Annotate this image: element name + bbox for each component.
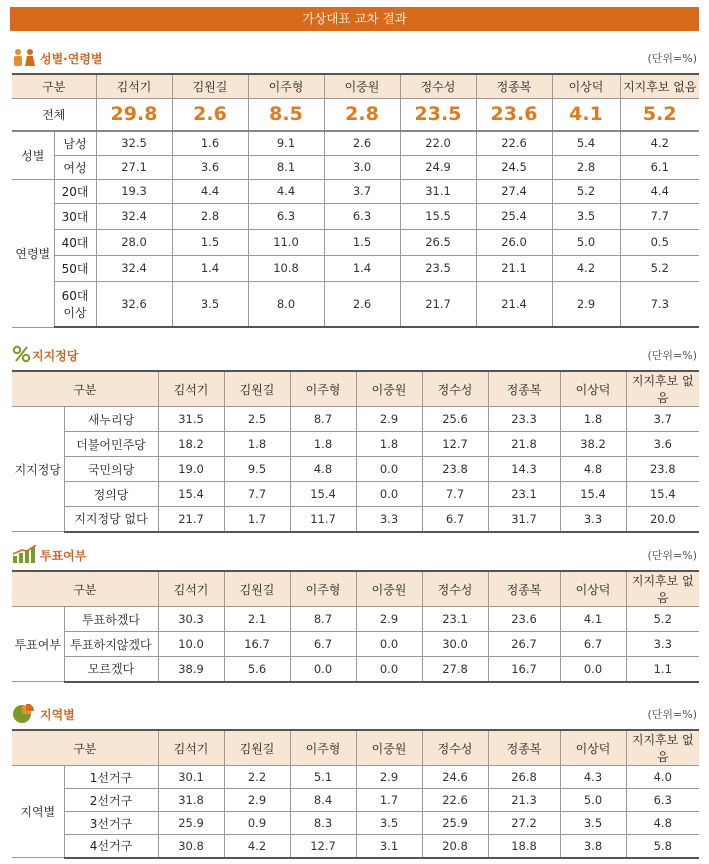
table-row (12, 766, 699, 789)
header-candidate: 이주형 (290, 571, 356, 607)
table-row (12, 607, 699, 632)
header-candidate: 지지후보 없음 (626, 371, 699, 407)
cell: 8.7 (290, 407, 356, 432)
header-candidate: 이중원 (356, 371, 422, 407)
cell: 6.3 (248, 203, 324, 229)
cell: 12.7 (422, 432, 488, 457)
cell: 8.4 (290, 789, 356, 812)
cell: 18.2 (158, 432, 224, 457)
header-group: 구분 (12, 371, 158, 407)
cell: 5.8 (626, 835, 699, 858)
total-cell: 23.5 (400, 98, 476, 131)
section-label: 투표여부 (40, 549, 87, 563)
cell: 8.7 (290, 607, 356, 632)
cell: 3.5 (560, 812, 626, 835)
cell: 2.9 (552, 281, 620, 327)
cell: 1.8 (224, 432, 290, 457)
cell: 1.7 (224, 507, 290, 532)
cell: 4.4 (172, 179, 248, 203)
table-row (12, 657, 699, 682)
cell: 3.6 (626, 432, 699, 457)
total-cell: 2.8 (324, 98, 400, 131)
cell: 8.3 (290, 812, 356, 835)
cell: 2.8 (552, 155, 620, 179)
cell: 38.2 (560, 432, 626, 457)
cell: 2.9 (356, 766, 422, 789)
cell: 3.3 (626, 632, 699, 657)
cell: 3.3 (356, 507, 422, 532)
cell: 27.4 (476, 179, 552, 203)
cell: 10.8 (248, 255, 324, 281)
unit-label: (단위=%) (647, 708, 697, 721)
table-row (12, 407, 699, 432)
header-candidate: 지지후보 없음 (626, 730, 699, 766)
cell: 0.0 (356, 657, 422, 682)
cell: 26.8 (488, 766, 560, 789)
cell: 32.4 (96, 203, 172, 229)
cell: 21.4 (476, 281, 552, 327)
cell: 5.0 (560, 789, 626, 812)
header-candidate: 김석기 (96, 74, 172, 98)
cell: 27.2 (488, 812, 560, 835)
header-candidate: 지지후보 없음 (620, 74, 699, 98)
cell: 22.6 (476, 131, 552, 155)
row-label: 남성 (54, 131, 96, 155)
cell: 31.8 (158, 789, 224, 812)
cell: 2.8 (172, 203, 248, 229)
cell: 23.6 (488, 607, 560, 632)
cell: 6.1 (620, 155, 699, 179)
cell: 0.0 (356, 457, 422, 482)
section-header-region (10, 703, 699, 725)
people-icon (12, 48, 36, 66)
cell: 0.0 (560, 657, 626, 682)
section-label: 지역별 (40, 708, 75, 722)
table-row (12, 255, 699, 281)
cell: 1.7 (356, 789, 422, 812)
header-group: 구분 (12, 730, 158, 766)
cell: 4.8 (290, 457, 356, 482)
cell: 15.5 (400, 203, 476, 229)
cell: 15.4 (158, 482, 224, 507)
cell: 18.8 (488, 835, 560, 858)
header-row (12, 571, 699, 607)
cell: 11.7 (290, 507, 356, 532)
table-row (12, 281, 699, 327)
cell: 15.4 (560, 482, 626, 507)
cell: 4.8 (626, 812, 699, 835)
cell: 0.0 (356, 632, 422, 657)
cell: 0.0 (290, 657, 356, 682)
cell: 1.5 (172, 229, 248, 255)
row-label: 20대 (54, 179, 96, 203)
table-row (12, 789, 699, 812)
cell: 5.1 (290, 766, 356, 789)
cell: 20.0 (626, 507, 699, 532)
header-candidate: 김석기 (158, 371, 224, 407)
header-row (12, 371, 699, 407)
header-candidate: 정수성 (422, 571, 488, 607)
cell: 1.8 (356, 432, 422, 457)
header-candidate: 김원길 (172, 74, 248, 98)
cell: 3.1 (356, 835, 422, 858)
vote-table (12, 570, 699, 683)
header-candidate: 김석기 (158, 730, 224, 766)
cell: 11.0 (248, 229, 324, 255)
cell: 7.3 (620, 281, 699, 327)
cell: 21.1 (476, 255, 552, 281)
cell: 7.7 (224, 482, 290, 507)
cell: 1.5 (324, 229, 400, 255)
cell: 4.1 (560, 607, 626, 632)
row-label: 40대 (54, 229, 96, 255)
cell: 12.7 (290, 835, 356, 858)
group-label-gender: 성별 (12, 131, 54, 179)
header-row (12, 74, 699, 98)
total-cell: 8.5 (248, 98, 324, 131)
row-label: 모르겠다 (64, 657, 158, 682)
table-row (12, 812, 699, 835)
header-candidate: 정종복 (488, 371, 560, 407)
cell: 4.0 (626, 766, 699, 789)
cell: 25.6 (422, 407, 488, 432)
cell: 25.4 (476, 203, 552, 229)
section-header-gender-age (10, 47, 699, 69)
cell: 23.3 (488, 407, 560, 432)
total-cell: 29.8 (96, 98, 172, 131)
cell: 4.4 (620, 179, 699, 203)
row-label: 지지정당 없다 (64, 507, 158, 532)
unit-label: (단위=%) (647, 349, 697, 362)
header-candidate: 이상덕 (552, 74, 620, 98)
cell: 2.9 (356, 407, 422, 432)
cell: 25.9 (158, 812, 224, 835)
cell: 2.2 (224, 766, 290, 789)
row-label: 여성 (54, 155, 96, 179)
cell: 3.7 (626, 407, 699, 432)
gender-age-table (12, 73, 699, 328)
cell: 20.8 (422, 835, 488, 858)
cell: 6.3 (626, 789, 699, 812)
cell: 21.3 (488, 789, 560, 812)
cell: 26.5 (400, 229, 476, 255)
cell: 4.2 (620, 131, 699, 155)
cell: 1.8 (290, 432, 356, 457)
group-label-party: 지지정당 (12, 407, 64, 532)
section-header-vote (10, 544, 699, 566)
cell: 25.9 (422, 812, 488, 835)
row-label: 50대 (54, 255, 96, 281)
cell: 1.6 (172, 131, 248, 155)
table-row (12, 229, 699, 255)
header-candidate: 이주형 (248, 74, 324, 98)
region-table (12, 729, 699, 859)
row-label: 투표하지않겠다 (64, 632, 158, 657)
cell: 8.1 (248, 155, 324, 179)
table-row (12, 482, 699, 507)
cell: 2.5 (224, 407, 290, 432)
total-cell: 2.6 (172, 98, 248, 131)
total-label: 전체 (12, 98, 96, 131)
section-header-party (10, 344, 699, 366)
cell: 4.8 (560, 457, 626, 482)
section-label: 성별·연령별 (40, 52, 103, 66)
cell: 27.8 (422, 657, 488, 682)
unit-label: (단위=%) (647, 549, 697, 562)
row-label: 4선거구 (64, 835, 158, 858)
cell: 2.6 (324, 131, 400, 155)
header-candidate: 이상덕 (560, 730, 626, 766)
cell: 31.7 (488, 507, 560, 532)
cell: 8.0 (248, 281, 324, 327)
row-label: 30대 (54, 203, 96, 229)
cell: 26.0 (476, 229, 552, 255)
header-candidate: 지지후보 없음 (626, 571, 699, 607)
row-label: 투표하겠다 (64, 607, 158, 632)
table-row (12, 507, 699, 532)
cell: 30.1 (158, 766, 224, 789)
cell: 0.5 (620, 229, 699, 255)
header-candidate: 정종복 (488, 571, 560, 607)
cell: 31.1 (400, 179, 476, 203)
cell: 2.1 (224, 607, 290, 632)
total-cell: 23.6 (476, 98, 552, 131)
row-label: 정의당 (64, 482, 158, 507)
cell: 9.5 (224, 457, 290, 482)
cell: 21.7 (158, 507, 224, 532)
header-candidate: 이상덕 (560, 371, 626, 407)
cell: 15.4 (626, 482, 699, 507)
row-label (54, 281, 96, 327)
cell: 31.5 (158, 407, 224, 432)
pie-chart-icon (12, 704, 36, 722)
cell: 16.7 (224, 632, 290, 657)
header-group: 구분 (12, 74, 96, 98)
cell: 3.5 (356, 812, 422, 835)
header-candidate: 이주형 (290, 371, 356, 407)
cell: 5.2 (626, 607, 699, 632)
cell: 22.0 (400, 131, 476, 155)
cell: 0.0 (356, 482, 422, 507)
header-candidate: 이중원 (324, 74, 400, 98)
cell: 2.9 (356, 607, 422, 632)
cell: 28.0 (96, 229, 172, 255)
cell: 19.3 (96, 179, 172, 203)
row-label-line: 60대 (61, 288, 89, 303)
header-candidate: 김원길 (224, 730, 290, 766)
row-label: 더불어민주당 (64, 432, 158, 457)
header-candidate: 정종복 (488, 730, 560, 766)
unit-label: (단위=%) (647, 52, 697, 65)
table-row (12, 457, 699, 482)
cell: 23.1 (422, 607, 488, 632)
header-candidate: 이중원 (356, 730, 422, 766)
header-row (12, 730, 699, 766)
row-label: 3선거구 (64, 812, 158, 835)
cell: 23.8 (626, 457, 699, 482)
header-candidate: 이상덕 (560, 571, 626, 607)
row-label-line: 이상 (63, 305, 87, 320)
cell: 23.8 (422, 457, 488, 482)
table-row (12, 432, 699, 457)
cell: 5.2 (552, 179, 620, 203)
party-table (12, 370, 699, 533)
cell: 1.4 (324, 255, 400, 281)
cell: 22.6 (422, 789, 488, 812)
header-candidate: 정수성 (422, 371, 488, 407)
cell: 32.4 (96, 255, 172, 281)
cell: 14.3 (488, 457, 560, 482)
group-label-region: 지역별 (12, 766, 64, 858)
cell: 24.9 (400, 155, 476, 179)
cell: 24.5 (476, 155, 552, 179)
header-candidate: 김석기 (158, 571, 224, 607)
section-label: 지지정당 (32, 349, 79, 363)
row-label: 새누리당 (64, 407, 158, 432)
total-cell: 5.2 (620, 98, 699, 131)
table-row (12, 179, 699, 203)
header-candidate: 김원길 (224, 371, 290, 407)
cell: 6.7 (290, 632, 356, 657)
cell: 1.4 (172, 255, 248, 281)
cell: 16.7 (488, 657, 560, 682)
cell: 5.6 (224, 657, 290, 682)
cell: 21.7 (400, 281, 476, 327)
cell: 6.7 (422, 507, 488, 532)
cell: 3.3 (560, 507, 626, 532)
bar-chart-icon (12, 545, 36, 563)
cell: 4.2 (552, 255, 620, 281)
row-label: 1선거구 (64, 766, 158, 789)
header-candidate: 정수성 (400, 74, 476, 98)
cell: 3.0 (324, 155, 400, 179)
cell: 5.4 (552, 131, 620, 155)
table-row (12, 835, 699, 858)
cell: 23.5 (400, 255, 476, 281)
cell: 4.2 (224, 835, 290, 858)
cell: 23.1 (488, 482, 560, 507)
cell: 3.6 (172, 155, 248, 179)
cell: 24.6 (422, 766, 488, 789)
cell: 3.5 (552, 203, 620, 229)
cell: 9.1 (248, 131, 324, 155)
cell: 3.7 (324, 179, 400, 203)
table-row (12, 131, 699, 155)
header-candidate: 김원길 (224, 571, 290, 607)
cell: 15.4 (290, 482, 356, 507)
cell: 7.7 (620, 203, 699, 229)
cell: 3.5 (172, 281, 248, 327)
cell: 30.8 (158, 835, 224, 858)
cell: 0.9 (224, 812, 290, 835)
cell: 6.7 (560, 632, 626, 657)
cell: 32.6 (96, 281, 172, 327)
cell: 10.0 (158, 632, 224, 657)
cell: 30.0 (422, 632, 488, 657)
cell: 5.0 (552, 229, 620, 255)
cell: 26.7 (488, 632, 560, 657)
header-group: 구분 (12, 571, 158, 607)
page-title: 가상대표 교차 결과 (10, 7, 699, 31)
row-label: 국민의당 (64, 457, 158, 482)
cell: 27.1 (96, 155, 172, 179)
cell: 5.2 (620, 255, 699, 281)
cell: 2.6 (324, 281, 400, 327)
header-candidate: 정종복 (476, 74, 552, 98)
cell: 2.9 (224, 789, 290, 812)
table-row (12, 203, 699, 229)
cell: 38.9 (158, 657, 224, 682)
cell: 21.8 (488, 432, 560, 457)
cell: 19.0 (158, 457, 224, 482)
cell: 4.3 (560, 766, 626, 789)
table-row (12, 155, 699, 179)
cell: 4.4 (248, 179, 324, 203)
header-candidate: 이주형 (290, 730, 356, 766)
row-label: 2선거구 (64, 789, 158, 812)
cell: 3.8 (560, 835, 626, 858)
cell: 1.1 (626, 657, 699, 682)
total-cell: 4.1 (552, 98, 620, 131)
cell: 1.8 (560, 407, 626, 432)
group-label-vote: 투표여부 (12, 607, 64, 682)
total-row (12, 98, 699, 131)
cell: 32.5 (96, 131, 172, 155)
header-candidate: 이중원 (356, 571, 422, 607)
cell: 6.3 (324, 203, 400, 229)
header-candidate: 정수성 (422, 730, 488, 766)
table-row (12, 632, 699, 657)
group-label-age: 연령별 (12, 179, 54, 327)
cell: 7.7 (422, 482, 488, 507)
cell: 30.3 (158, 607, 224, 632)
